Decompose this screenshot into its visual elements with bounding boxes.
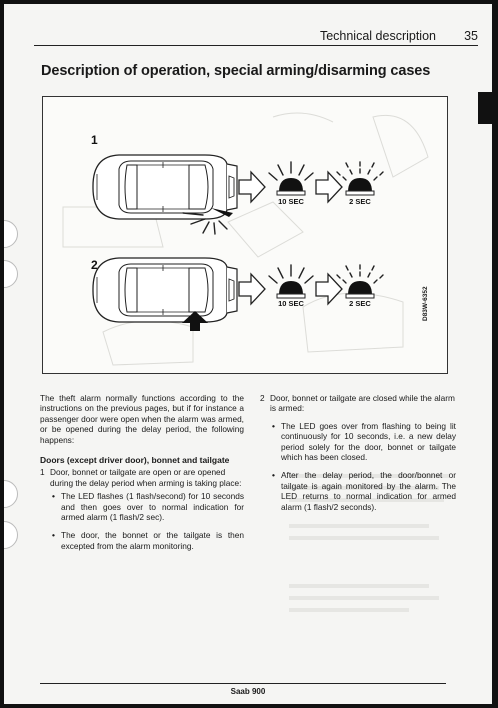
bullet-text: The LED flashes (1 flash/second) for 10 seconds and then goes over to normal indication for armed alarm (1 flash/2 sec). <box>61 491 244 523</box>
bullet-text: The LED goes over from flashing to being lit continuously for 10 seconds, i.e. a new delay period solely for the door, bonnet or tailgate which has been closed. <box>281 420 456 463</box>
binder-hole <box>4 260 18 288</box>
bullet-item <box>272 421 456 463</box>
right-column <box>260 393 456 520</box>
arrow-icon <box>239 172 265 202</box>
scenario-1-timing-first: 10 SEC <box>278 197 304 206</box>
led-steady-icon <box>337 162 383 195</box>
arrow-icon <box>316 274 342 304</box>
manual-page <box>4 4 492 704</box>
scenario-2-timing-first: 10 SEC <box>278 299 304 308</box>
header-rule <box>34 45 478 46</box>
intro-paragraph: The theft alarm normally functions according to the instructions on the previous pages, but if for instance a passenger door were open when the alarm was armed, or be opened during the delay period, the following happens: <box>40 393 244 445</box>
scenario-1-number: 1 <box>91 133 98 147</box>
subheading: Doors (except driver door), bonnet and tailgate <box>40 455 230 466</box>
bullet-text: The door, the bonnet or the tailgate is then excepted from the alarm monitoring. <box>61 530 244 551</box>
bullet-item <box>272 470 456 512</box>
bullet-icon: • <box>272 470 275 481</box>
background-illustration <box>63 113 428 365</box>
item-text: Door, bonnet or tailgate are closed while the alarm is armed: <box>270 393 455 414</box>
binder-hole <box>4 480 18 508</box>
item-text: Door, bonnet or tailgate are open or are opened during the delay period when arming is taking place: <box>50 467 242 488</box>
section-title: Description of operation, special arming/disarming cases <box>41 63 431 79</box>
bullet-icon: • <box>52 530 55 541</box>
header-title: Technical description <box>319 29 436 43</box>
bullet-item <box>52 491 244 522</box>
numbered-item <box>40 467 244 488</box>
scenario-1-timing-second: 2 SEC <box>349 197 371 206</box>
left-column <box>40 393 244 559</box>
figure-drawing <box>43 97 447 373</box>
arrow-icon <box>316 172 342 202</box>
binder-hole <box>4 220 18 248</box>
figure-code: D83W-6352 <box>422 286 429 321</box>
led-flashing-icon <box>269 265 313 298</box>
arrow-icon <box>239 274 265 304</box>
car-top-view <box>93 258 237 322</box>
scenario-2-number: 2 <box>91 258 98 272</box>
scenario-2-timing-second: 2 SEC <box>349 299 371 308</box>
bullet-item <box>52 530 244 551</box>
alarm-operation-figure <box>42 96 448 374</box>
page-number: 35 <box>464 29 478 43</box>
led-flashing-icon <box>269 162 313 195</box>
item-number: 1 <box>40 467 45 478</box>
numbered-item <box>260 393 456 414</box>
footer-rule <box>40 683 446 684</box>
binder-hole <box>4 521 18 549</box>
bullet-icon: • <box>272 420 275 431</box>
section-tab-marker <box>478 92 492 124</box>
item-number: 2 <box>260 393 265 403</box>
bullet-icon: • <box>52 491 55 502</box>
bullet-text: After the delay period, the door/bonnet or tailgate is again monitored by the alarm. The LED returns to normal indication for armed alarm (1 flash/2 seconds). <box>281 470 456 512</box>
footer-text: Saab 900 <box>230 687 266 696</box>
